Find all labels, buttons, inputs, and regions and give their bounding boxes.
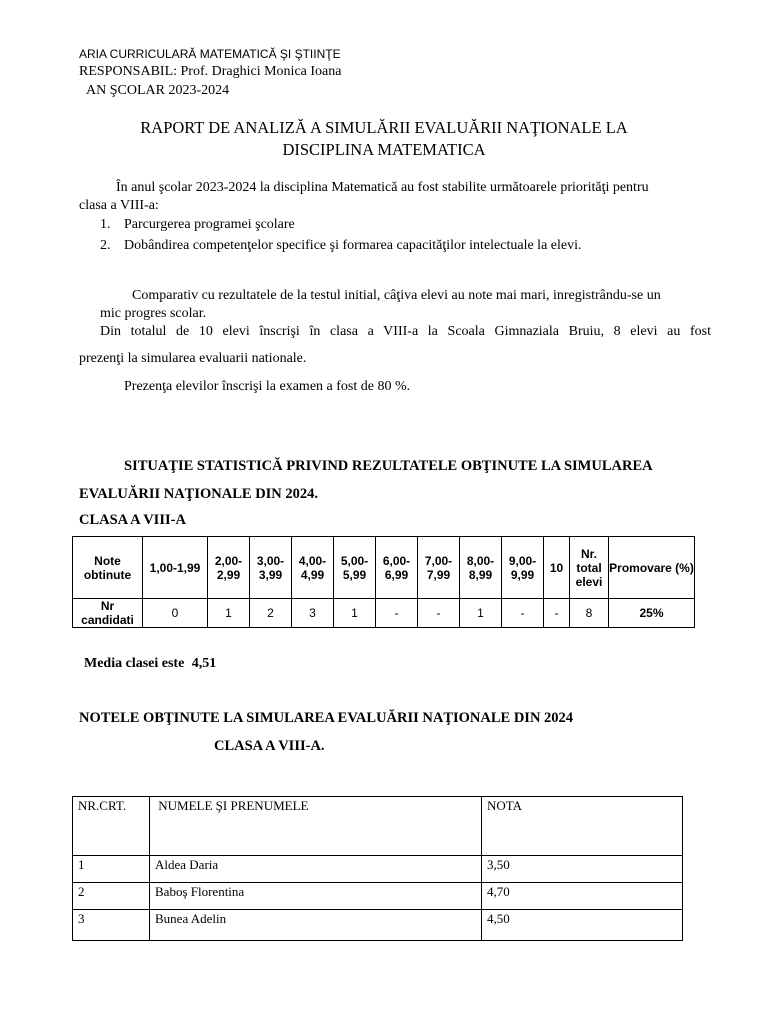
grade-interval: 8,00-8,99 (460, 537, 502, 599)
curriculum-area: ARIA CURRICULARĂ MATEMATICĂ ŞI ŞTIINŢE (79, 47, 341, 61)
row-number: 3 (73, 910, 150, 941)
student-grade: 3,50 (482, 856, 683, 883)
candidate-count: 3 (292, 599, 334, 628)
priority-number: 2. (100, 238, 111, 253)
grade-interval: 6,00-6,99 (376, 537, 418, 599)
grade-column-header: NOTA (482, 797, 683, 856)
candidate-count: - (544, 599, 570, 628)
grade-interval: 7,00-7,99 (418, 537, 460, 599)
grades-class-label: CLASA A VIII-A. (214, 738, 325, 754)
analysis-line4: prezenţi la simularea evaluarii nationale. (79, 351, 307, 366)
grade-interval: 5,00-5,99 (334, 537, 376, 599)
grades-header-row (73, 797, 683, 856)
student-grade: 4,70 (482, 883, 683, 910)
intro-line1: În anul şcolar 2023-2024 la disciplina Matematică au fost stabilite următoarele priorităţi pentru (116, 180, 649, 195)
grade-interval: 1,00-1,99 (143, 537, 208, 599)
grades-table (72, 796, 683, 941)
candidate-count: - (418, 599, 460, 628)
student-name: Baboş Florentina (150, 883, 482, 910)
statistics-table (72, 536, 695, 628)
intro-line2: clasa a VIII-a: (79, 198, 159, 213)
grades-heading: NOTELE OBŢINUTE LA SIMULAREA EVALUĂRII NAŢIONALE DIN 2024 (79, 710, 574, 726)
candidates-label: Nr candidati (73, 599, 143, 628)
candidate-count: 0 (143, 599, 208, 628)
promotion-value: 25% (609, 599, 695, 628)
analysis-line3: Din totalul de 10 elevi înscrişi în clasa a VIII-a la Scoala Gimnaziala Bruiu, 8 elevi au fost (100, 324, 711, 339)
grade-interval: 3,00-3,99 (250, 537, 292, 599)
student-name: Bunea Adelin (150, 910, 482, 941)
student-grade: 4,50 (482, 910, 683, 941)
priority-number: 1. (100, 217, 111, 232)
candidate-count: 1 (460, 599, 502, 628)
candidate-count: - (376, 599, 418, 628)
grades-label: Note obtinute (73, 537, 143, 599)
priority-item: Dobândirea competenţelor specifice şi formarea capacităţilor intelectuale la elevi. (124, 238, 582, 253)
row-number: 2 (73, 883, 150, 910)
candidate-count: 1 (334, 599, 376, 628)
student-name: Aldea Daria (150, 856, 482, 883)
report-title-line2: DISCIPLINA MATEMATICA (282, 140, 486, 159)
grade-interval: 2,00-2,99 (208, 537, 250, 599)
school-year: AN ŞCOLAR 2023-2024 (86, 83, 230, 98)
table-row (73, 910, 683, 941)
table-row (73, 856, 683, 883)
stats-heading-line1: SITUAŢIE STATISTICĂ PRIVIND REZULTATELE OBŢINUTE LA SIMULAREA (124, 458, 653, 474)
class-average-value: 4,51 (191, 656, 217, 671)
candidate-count: 1 (208, 599, 250, 628)
stats-header-row (73, 537, 695, 599)
stats-count-row (73, 599, 695, 628)
candidate-count: 2 (250, 599, 292, 628)
candidate-count: - (502, 599, 544, 628)
analysis-line2: mic progres scolar. (100, 306, 207, 321)
analysis-line1: Comparativ cu rezultatele de la testul initial, câţiva elevi au note mai mari, inregistrându-se un (132, 288, 661, 303)
name-column-header: NUMELE ŞI PRENUMELE (150, 797, 482, 856)
report-title-line1: RAPORT DE ANALIZĂ A SIMULĂRII EVALUĂRII NAŢIONALE LA (140, 118, 628, 137)
total-students-label: Nr. total elevi (570, 537, 609, 599)
table-row (73, 883, 683, 910)
total-students-value: 8 (570, 599, 609, 628)
priority-item: Parcurgerea programei şcolare (124, 217, 295, 232)
row-number: 1 (73, 856, 150, 883)
class-average (84, 656, 216, 672)
stats-heading-line2: EVALUĂRII NAŢIONALE DIN 2024. (79, 486, 319, 502)
class-average-label: Media clasei este (84, 656, 185, 671)
attendance-line: Prezenţa elevilor înscrişi la examen a fost de 80 %. (124, 379, 411, 394)
nr-column-header: NR.CRT. (73, 797, 150, 856)
stats-class-label: CLASA A VIII-A (79, 512, 186, 528)
grade-interval: 10 (544, 537, 570, 599)
grade-interval: 9,00-9,99 (502, 537, 544, 599)
promotion-label: Promovare (%) (609, 537, 695, 599)
responsible-teacher: RESPONSABIL: Prof. Draghici Monica Ioana (79, 64, 342, 79)
grade-interval: 4,00-4,99 (292, 537, 334, 599)
